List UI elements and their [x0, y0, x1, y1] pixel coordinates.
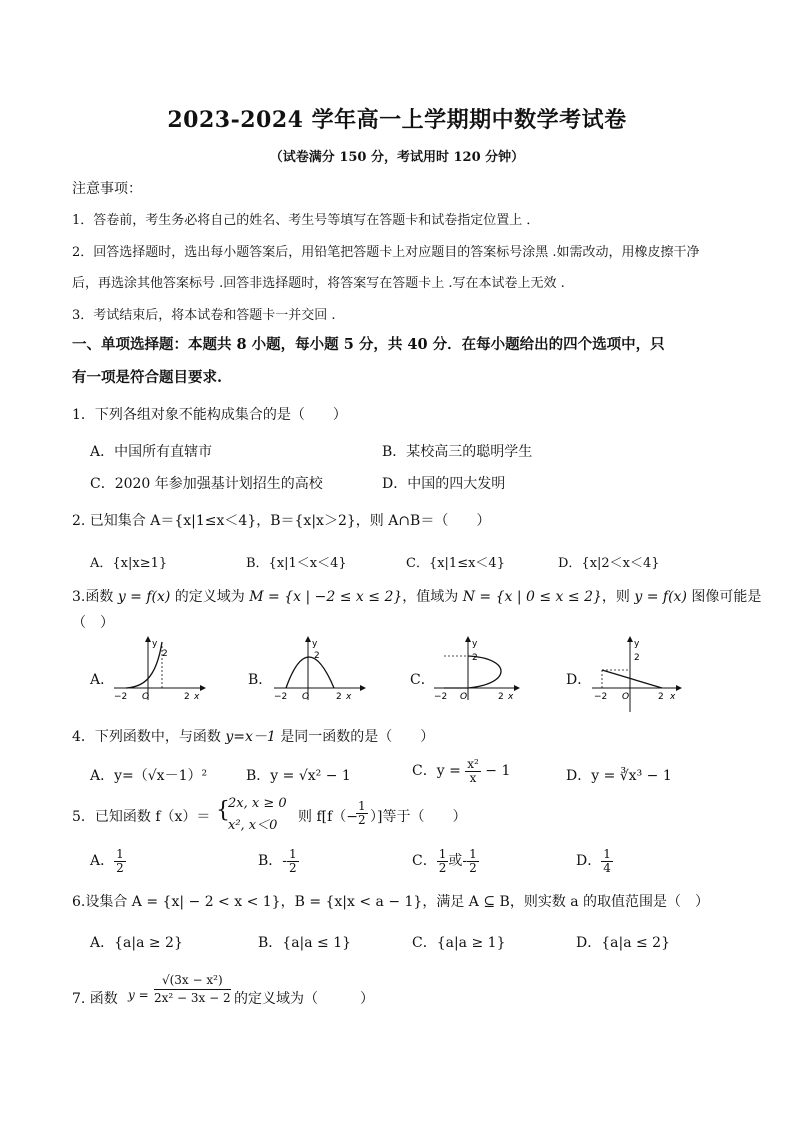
notice-item-1: 1．答卷前，考生务必将自己的姓名、考生号等填写在答题卡和试卷指定位置上 ．: [72, 213, 540, 228]
q5-text-3: ）]等于（ ）: [370, 809, 467, 825]
q3-d-x-label: x: [670, 692, 676, 702]
q4-c-suffix: − 1: [480, 763, 511, 780]
q7-stem: [72, 974, 472, 1018]
q3-graph-c: [432, 634, 528, 704]
notice-item-3: 3．考试结束后，将本试卷和答题卡一并交回 .: [72, 308, 336, 323]
q3-d-origin: O: [622, 692, 630, 702]
q3-c-tick-2y: 2: [472, 653, 478, 663]
q5-c-den-1: 2: [438, 860, 447, 875]
q4-option-c: [412, 758, 510, 784]
q3-c-y-label: y: [472, 639, 478, 649]
q3-label-c: C．: [410, 672, 435, 688]
q5-c-fraction-1: [437, 848, 449, 874]
q5-d-den: 4: [603, 860, 611, 875]
notice-item-2b: 后，再选涂其他答案标号 .回答非选择题时，将答案写在答题卡上 .写在本试卷上无效 .: [72, 276, 565, 291]
q4-stem: [72, 726, 434, 746]
section-1-line-2: 有一项是符合题目要求.: [72, 369, 223, 386]
section-1-line-1: 一、单项选择题：本题共 8 小题，每小题 5 分，共 40 分．在每小题给出的四个选项中，只: [72, 336, 665, 353]
q4-c-prefix: C．y =: [412, 763, 466, 780]
q3-text-1: 3.函数: [72, 589, 118, 605]
q3-c-tick-2x: 2: [498, 692, 504, 702]
q5-d-num: 1: [603, 847, 611, 861]
q3-b-y-label: y: [312, 639, 318, 649]
q3-a-y-label: y: [152, 639, 158, 649]
q5-a-den: 2: [116, 860, 124, 875]
q3-d-tick-2x: 2: [658, 692, 664, 702]
q5-c-den-2: 2: [469, 860, 477, 875]
exam-title: 2023-2024 学年高一上学期期中数学考试卷: [167, 107, 627, 133]
q5-case-2: x², x＜0: [228, 818, 278, 833]
q3-a-x-label: x: [194, 692, 200, 702]
q5-option-c: [412, 848, 479, 874]
q3-label-b: B．: [248, 672, 273, 688]
q5-half-num: 1: [358, 799, 366, 813]
q4-option-d: D．y = ∛x³ − 1: [566, 768, 672, 784]
q4-c-denominator: x: [469, 770, 477, 785]
notice-heading: 注意事项：: [72, 181, 142, 197]
q5-brace: {: [216, 798, 230, 823]
q3-b-tick-neg2: −2: [274, 692, 288, 702]
q4-text-1: 4．下列函数中，与函数: [72, 729, 226, 745]
q3-d-tick-neg2: −2: [594, 692, 608, 702]
q5-a-fraction: [114, 848, 126, 874]
q5-c-num-2: 1: [469, 847, 477, 861]
q3-d-tick-2y: 2: [634, 653, 640, 663]
q2-option-c: C．{x|1≤x＜4}: [406, 556, 505, 571]
q5-b-den: 2: [289, 860, 297, 875]
q3-a-tick-2y: 2: [162, 649, 168, 659]
q6-option-d: D．{a|a ≤ 2}: [576, 935, 670, 951]
q3-function-1: y = f(x): [117, 589, 171, 605]
q3-stem: [72, 586, 761, 606]
q5-option-a: [90, 848, 126, 874]
q5-c-num-1: 1: [438, 847, 447, 861]
q3-b-tick-2x: 2: [336, 692, 342, 702]
q5-option-d: [576, 848, 613, 874]
q3-b-origin: O: [302, 692, 310, 702]
q5-text-1: 5．已知函数 f（x）＝: [72, 809, 211, 825]
q2-option-d: D．{x|2＜x＜4}: [558, 556, 660, 571]
q3-a-origin: O: [142, 692, 150, 702]
q1-option-b: B．某校高三的聪明学生: [382, 444, 533, 460]
q6-option-c: C．{a|a ≥ 1}: [412, 935, 506, 951]
q5-b-num: 1: [289, 847, 297, 861]
q3-c-origin: O: [460, 692, 468, 702]
q3-label-d: D．: [566, 672, 592, 688]
q5-half-fraction: [356, 800, 368, 826]
q7-text-1: 7. 函数: [72, 991, 118, 1007]
q3-a-tick-2x: 2: [184, 692, 190, 702]
q5-b-minus: -: [282, 853, 288, 870]
q5-b-label: B．: [258, 853, 283, 870]
q7-text-2: 的定义域为（ ）: [234, 991, 374, 1007]
q2-stem: 2. 已知集合 A＝{x|1≤x＜4}，B＝{x|x＞2}，则 A∩B＝（ ）: [72, 513, 491, 529]
q5-c-fraction-2: [467, 848, 479, 874]
notice-item-2a: 2．回答选择题时，选出每小题答案后，用铅笔把答题卡上对应题目的答案标号涂黑 .如需改动，用橡皮擦干净: [72, 245, 700, 260]
q4-function: y=x－1: [225, 729, 276, 745]
q6-option-a: A．{a|a ≥ 2}: [90, 935, 183, 951]
q3-c-tick-neg2: −2: [434, 692, 448, 702]
q6-stem: 6.设集合 A = {x| − 2 < x < 1}，B = {x|x < a − 1}，满足 A ⊆ B，则实数 a 的取值范围是（ ）: [72, 894, 710, 910]
q3-range-set: N = {x | 0 ≤ x ≤ 2}: [462, 589, 602, 605]
q5-option-b: [258, 848, 299, 874]
q2-option-b: B．{x|1＜x＜4}: [246, 556, 347, 571]
q5-b-fraction: [287, 848, 299, 874]
q4-c-fraction: [465, 758, 481, 784]
q3-graph-b: [272, 634, 368, 704]
q7-numerator: √(3x − x²): [154, 974, 231, 990]
q5-a-label: A．: [90, 853, 115, 870]
q5-a-num: 1: [116, 847, 124, 861]
q7-denominator: 2x² − 3x − 2: [154, 990, 231, 1005]
q3-text-4: ，则: [601, 589, 635, 605]
exam-subtitle: （试卷满分 150 分，考试用时 120 分钟）: [269, 150, 525, 165]
q5-c-label: C．: [412, 853, 437, 870]
q3-domain-set: M = {x | −2 ≤ x ≤ 2}: [249, 589, 403, 605]
q1-option-d: D．中国的四大发明: [382, 476, 506, 492]
q3-c-x-label: x: [508, 692, 514, 702]
q3-b-tick-2y: 2: [314, 651, 320, 661]
q5-d-fraction: [601, 848, 613, 874]
q5-text-2: 则 f[f（−: [298, 809, 359, 825]
q1-stem: 1．下列各组对象不能构成集合的是（ ）: [72, 407, 347, 423]
q7-y-equals: y =: [128, 988, 149, 1002]
q7-fraction: [154, 974, 231, 1004]
q3-text-5: 图像可能是: [686, 589, 762, 605]
q4-c-numerator: x²: [467, 757, 479, 771]
q3-text-2: 的定义域为: [170, 589, 250, 605]
q5-c-minus: -: [462, 853, 468, 870]
q3-graph-d: [590, 634, 686, 714]
q5-case-1: 2x, x ≥ 0: [228, 796, 287, 811]
q4-text-2: 是同一函数的是（ ）: [275, 729, 435, 745]
q1-option-c: C．2020 年参加强基计划招生的高校: [90, 476, 323, 492]
q3-a-tick-neg2: −2: [114, 692, 128, 702]
q4-option-b: B．y = √x² − 1: [246, 768, 351, 784]
q3-text-3: ，值域为: [402, 589, 463, 605]
q3-graph-a: [112, 634, 208, 704]
q3-label-a: A．: [90, 672, 115, 688]
q3-answer-paren: （ ）: [72, 615, 114, 631]
q5-d-label: D．: [576, 853, 602, 870]
q1-option-a: A．中国所有直辖市: [90, 444, 213, 460]
q2-option-a: A．{x|x≥1}: [90, 556, 168, 571]
q3-b-x-label: x: [346, 692, 352, 702]
q5-half-den: 2: [358, 812, 366, 827]
q5-c-or: 或: [448, 853, 463, 870]
q4-option-a: A．y=（√x－1）²: [90, 768, 208, 784]
q3-function-2: y = f(x): [634, 589, 687, 605]
q6-option-b: B．{a|a ≤ 1}: [258, 935, 352, 951]
q3-d-y-label: y: [634, 639, 640, 649]
